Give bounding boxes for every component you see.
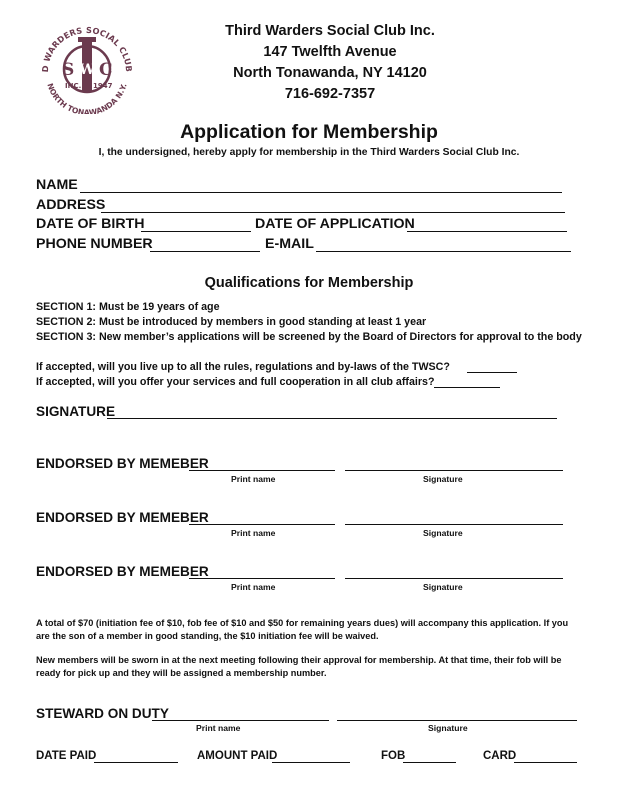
steward-print-caption: Print name	[196, 723, 241, 733]
address-field[interactable]	[101, 212, 565, 213]
name-label: NAME	[36, 177, 78, 193]
phone-field[interactable]	[150, 251, 260, 252]
email-field[interactable]	[316, 251, 571, 252]
logo-ring-top: D WARDERS SOCIAL CLUB	[39, 24, 135, 73]
endorsement-2-signature-caption: Signature	[423, 528, 463, 538]
logo-ring-bottom: NORTH TONAWANDA N.Y.	[45, 82, 129, 114]
endorsement-1-signature-caption: Signature	[423, 474, 463, 484]
signature-label: SIGNATURE	[36, 404, 116, 419]
endorsement-2-print-field[interactable]	[189, 524, 335, 525]
amount-paid-label: AMOUNT PAID	[197, 750, 278, 762]
question-cooperation: If accepted, will you offer your services and full cooperation in all club affairs?	[36, 376, 435, 388]
fob-field[interactable]	[403, 762, 456, 763]
endorsement-2-label: ENDORSED BY MEMEBER	[36, 510, 209, 525]
fees-paragraph: A total of $70 (initiation fee of $10, fob fee of $10 and $50 for remaining years dues) will accompany this application. If you are the son of a member in good standing, the $10 initiation fee will be waived.	[36, 618, 569, 641]
endorsement-1-print-field[interactable]	[189, 470, 335, 471]
logo-letter-left: S	[62, 60, 75, 80]
card-label: CARD	[483, 750, 517, 762]
address-label: ADDRESS	[36, 197, 106, 213]
endorsement-2-signature-field[interactable]	[345, 524, 563, 525]
amount-paid-field[interactable]	[272, 762, 350, 763]
date-of-application-label: DATE OF APPLICATION	[255, 216, 415, 232]
signature-field[interactable]	[107, 418, 557, 419]
question-rules: If accepted, will you live up to all the rules, regulations and by-laws of the TWSC?	[36, 361, 450, 373]
steward-signature-field[interactable]	[337, 720, 577, 721]
steward-print-field[interactable]	[152, 720, 329, 721]
section-2: SECTION 2: Must be introduced by members in good standing at least 1 year	[36, 316, 427, 328]
intro-statement: I, the undersigned, hereby apply for membership in the Third Warders Social Club Inc.	[98, 147, 520, 158]
fob-label: FOB	[381, 750, 406, 762]
club-phone: 716-692-7357	[284, 86, 376, 102]
question-rules-answer[interactable]	[467, 372, 517, 373]
logo-letter-right: C	[99, 60, 113, 80]
endorsement-2-print-caption: Print name	[231, 528, 276, 538]
steward-label: STEWARD ON DUTY	[36, 706, 169, 721]
club-name: Third Warders Social Club Inc.	[225, 23, 435, 39]
club-address: 147 Twelfth Avenue	[263, 44, 397, 60]
dob-field[interactable]	[141, 231, 251, 232]
club-city: North Tonawanda, NY 14120	[233, 65, 427, 81]
name-field[interactable]	[80, 192, 562, 193]
endorsement-3-print-caption: Print name	[231, 582, 276, 592]
section-3: SECTION 3: New member’s applications will be screened by the Board of Directors for approval to the body	[36, 331, 582, 343]
endorsement-1-print-caption: Print name	[231, 474, 276, 484]
date-of-application-field[interactable]	[407, 231, 567, 232]
club-logo	[34, 22, 140, 114]
endorsement-3-signature-field[interactable]	[345, 578, 563, 579]
email-label: E-MAIL	[265, 236, 314, 252]
steward-signature-caption: Signature	[428, 723, 468, 733]
card-field[interactable]	[514, 762, 577, 763]
page-title: Application for Membership	[180, 121, 438, 143]
endorsement-1-signature-field[interactable]	[345, 470, 563, 471]
logo-letter-center: W	[79, 62, 95, 78]
qualifications-heading: Qualifications for Membership	[204, 275, 414, 291]
dob-label: DATE OF BIRTH	[36, 216, 145, 232]
phone-label: PHONE NUMBER	[36, 236, 153, 252]
question-cooperation-answer[interactable]	[434, 387, 500, 388]
section-1: SECTION 1: Must be 19 years of age	[36, 301, 220, 313]
endorsement-3-signature-caption: Signature	[423, 582, 463, 592]
date-paid-field[interactable]	[94, 762, 178, 763]
logo-inc: INC.	[65, 82, 82, 90]
date-paid-label: DATE PAID	[36, 750, 97, 762]
endorsement-3-label: ENDORSED BY MEMEBER	[36, 564, 209, 579]
endorsement-3-print-field[interactable]	[189, 578, 335, 579]
endorsement-1-label: ENDORSED BY MEMEBER	[36, 456, 209, 471]
logo-year: 1947	[93, 82, 113, 90]
sworn-in-paragraph: New members will be sworn in at the next meeting following their approval for membership. At that time, their fob will be ready for pick up and they will be assigned a membership number.	[36, 655, 562, 678]
